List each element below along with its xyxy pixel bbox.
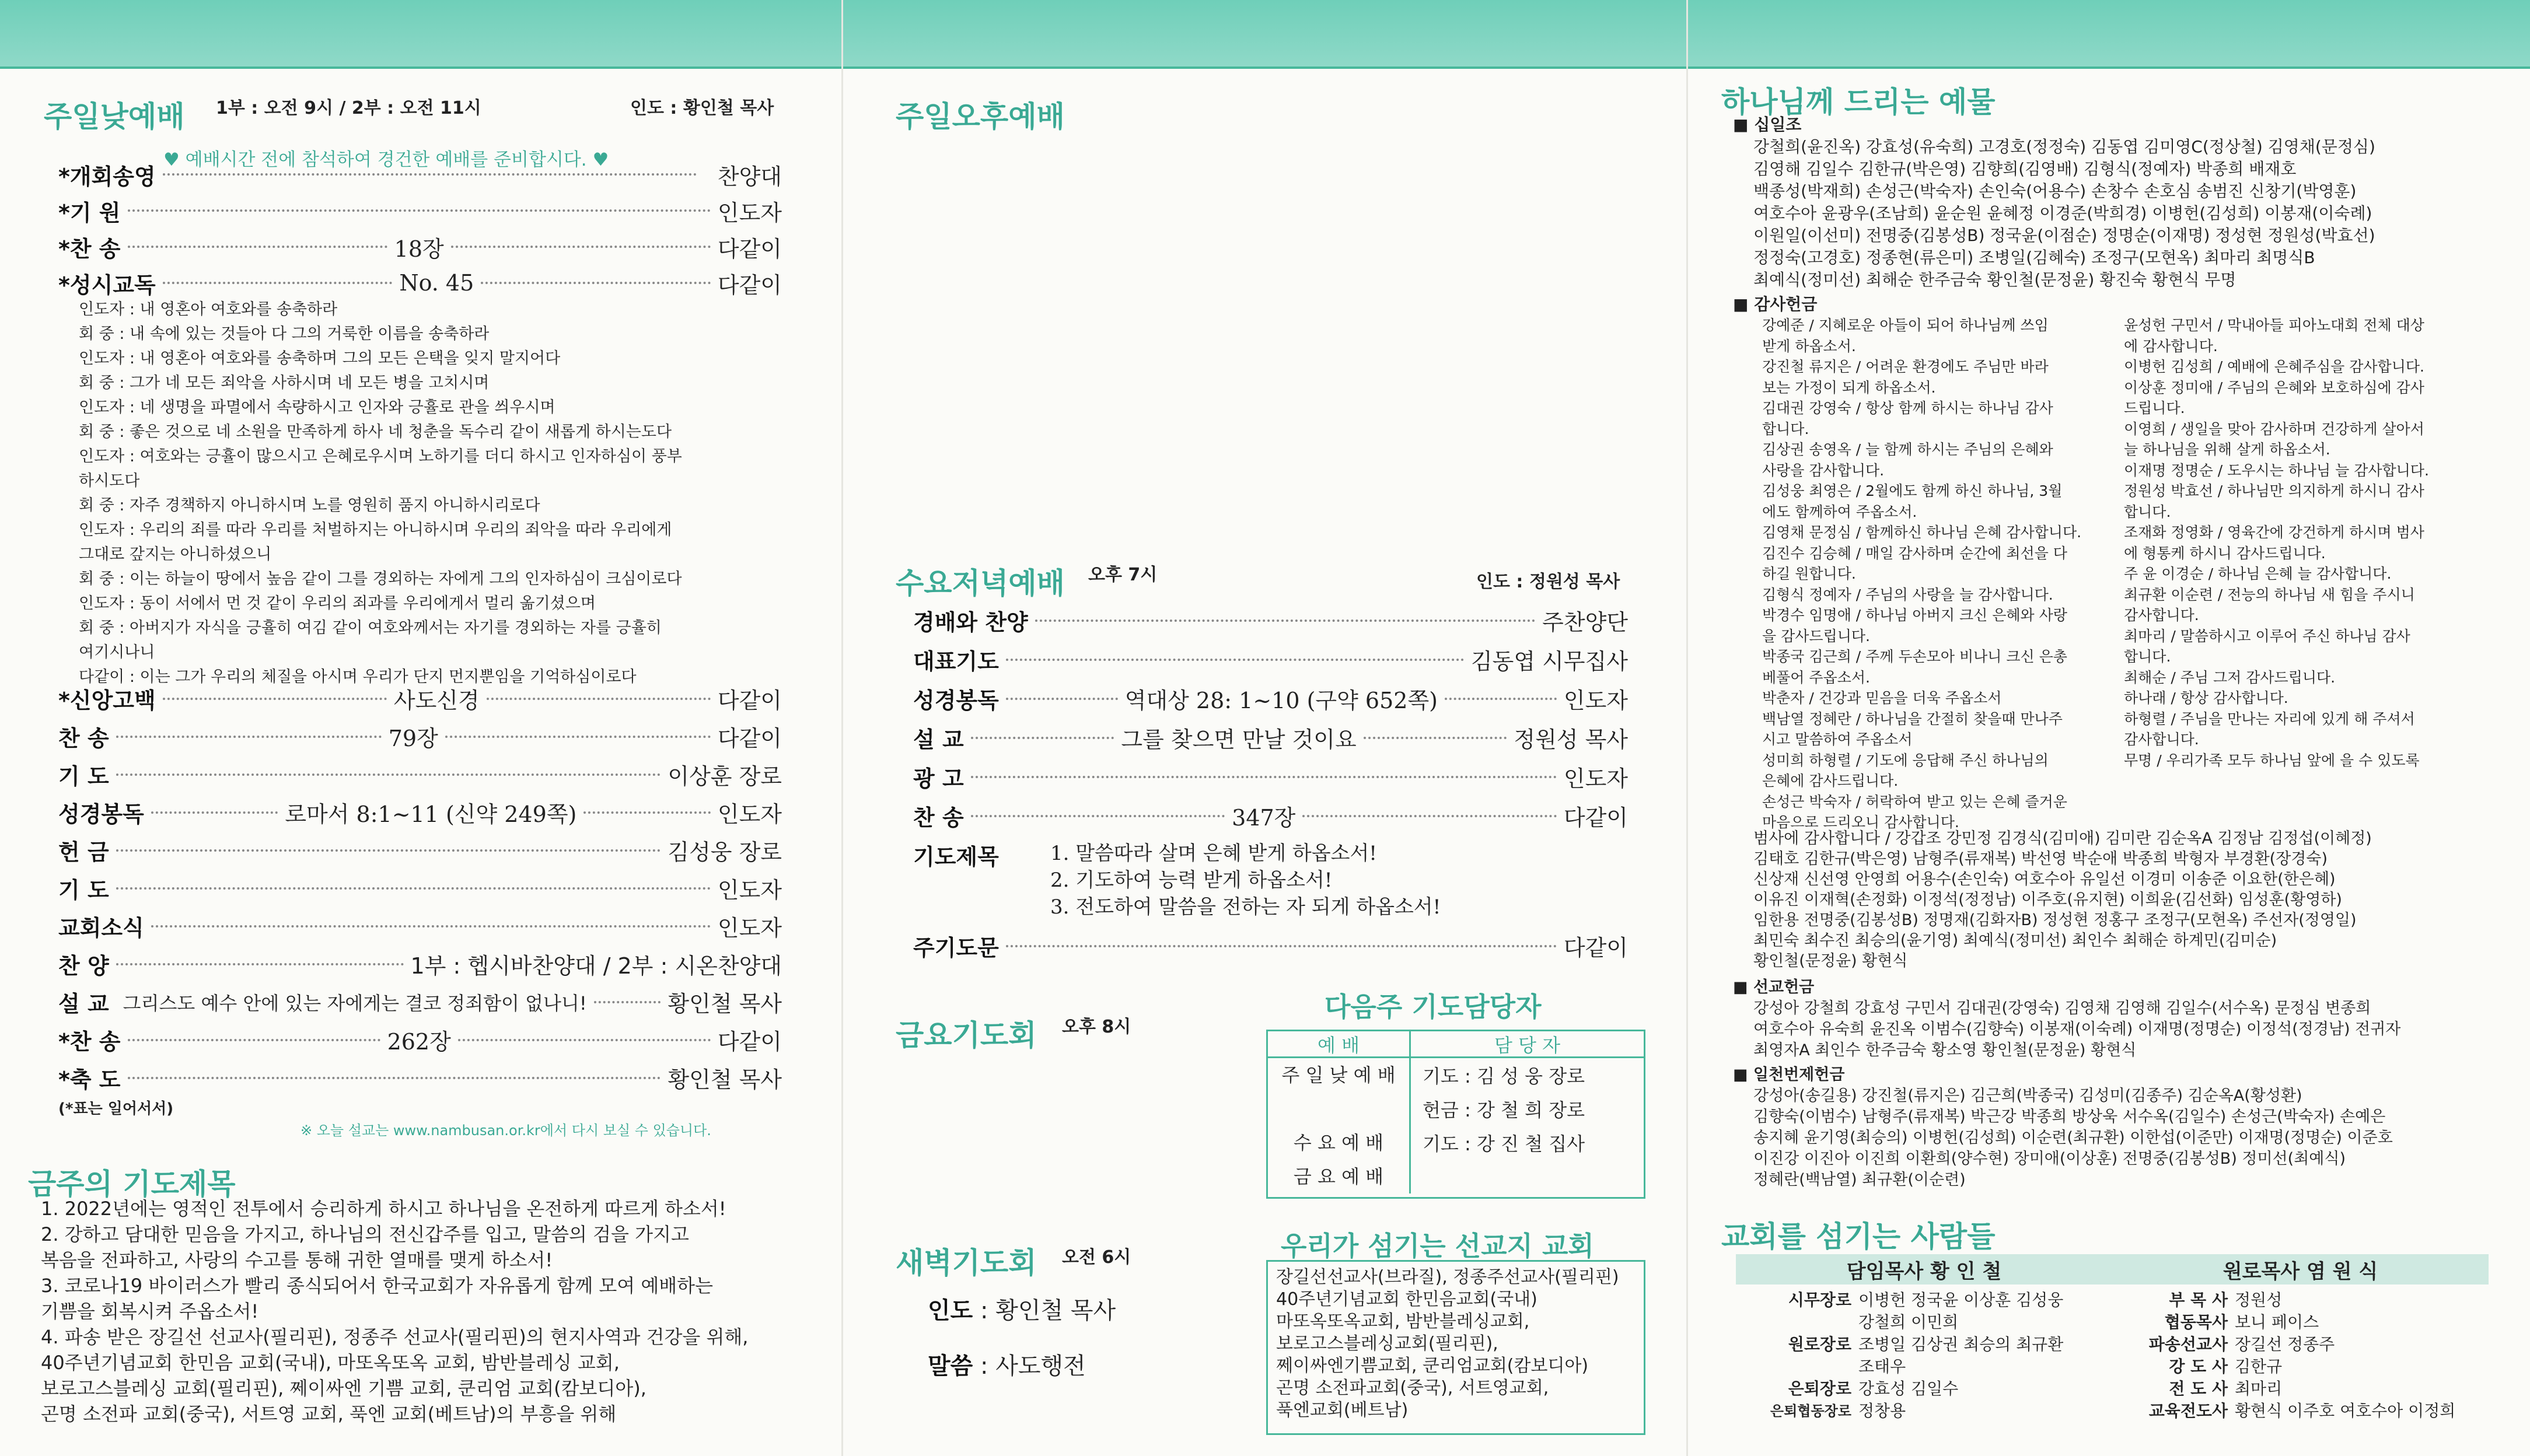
wednesday-prayers: 1. 말씀따라 살며 은혜 받게 하옵소서! 2. 기도하여 능력 받게 하옵소서! 3. 전도하여 말씀을 전하는 자 되게 하옵소서! xyxy=(1050,842,1441,919)
responsive-reading: 인도자 : 내 영혼아 여호와를 송축하라 회 중 : 내 속에 있는 것들아 다 그의 거룩한 이름을 송축하라 인도자 : 내 영혼아 여호와를 송축하며 그의 모든 은택을 잊지 말지어다 회 중 : 그가 네 모든 죄악을 사하시며 네 모든 병을 고치시며 인도자 : 네 생명을 파멸에서 속량하시고 인자와 긍휼로 관을 씌우시며 회 중 : 좋은 것으로 네 소원을 만족하게 하사 네 청춘을 독수리 같이 새롭게 하시는도다 인도자 : 여호와는 긍휼이 많으시고 은혜로우시며 노하기를 더디 하시고 인자하심이 풍부 하시도다 회 중 : 자주 경책하지 아니하시며 노를 영원히 품지 아니하시리로다 인도자 : 우리의 죄를 따라 우리를 처벌하지는 아니하시며 우리의 죄악을 따라 우리에게 그대로 갚지는 아니하셨으니 회 중 : 이는 하늘이 땅에서 높음 같이 그를 경외하는 자에게 그의 인자하심이 크심이로다 인도자 : 동이 서에서 먼 것 같이 우리의 죄과를 우리에게서 멀리 옮기셨으며 회 중 : 아버지가 자식을 긍휼히 여김 같이 여호와께서는 자기를 경외하는 자를 긍휼히 여기시나니 다같이 : 이는 그가 우리의 체질을 아시며 우리가 단지 먼지뿐임을 기억하심이로다 xyxy=(79,300,682,686)
order-row: 헌 금 김성웅 장로 xyxy=(58,839,782,865)
next-week-title: 다음주 기도담당자 xyxy=(1325,991,1542,1023)
friday-prayer-title: 금요기도회 xyxy=(896,1019,1037,1052)
service-notice: ♥ 예배시간 전에 참석하여 경건한 예배를 준비합시다. ♥ xyxy=(163,149,609,170)
wednesday-leader: 인도 : 정원성 목사 xyxy=(1476,572,1620,592)
order-row: *성시교독 No. 45 다같이 xyxy=(58,270,782,298)
church-people-title: 교회를 섬기는 사람들 xyxy=(1721,1220,1996,1254)
dawn-time: 오전 6시 xyxy=(1062,1247,1131,1268)
order-row: 성경봉독 로마서 8:1~11 (신약 249쪽) 인도자 xyxy=(58,802,782,827)
order-row: 기 도 인도자 xyxy=(58,877,782,903)
order-row: 찬 송 347장 다같이 xyxy=(913,805,1628,831)
service-leader: 인도 : 황인철 목사 xyxy=(630,98,774,118)
duty-row: 금 요 예 배 xyxy=(1268,1160,1644,1194)
order-row: 기 도 이상훈 장로 xyxy=(58,764,782,789)
order-row: *기 원 인도자 xyxy=(58,200,782,226)
staff-list: 부 목 사 정원성 협동목사 보니 페이스 파송선교사 장길선 정종주 강 도 사 김한규 전 도 사 최마리 교육전도사 황현식 이주호 여호수아 이정희 xyxy=(2148,1290,2456,1420)
prayer-topics-list: 1. 2022년에는 영적인 전투에서 승리하게 하시고 하나님을 온전하게 따르게 하소서! 2. 강하고 담대한 믿음을 가지고, 하나님의 전신갑주를 입고, 말씀의 검을 가지고 복음을 전파하고, 사랑의 수고를 통해 귀한 열매를 맺게 하소서! 3. 코로나19 바이러스가 빨리 종식되어서 한국교회가 자유롭게 함께 모여 예배하는 기쁨을 회복시켜 주옵소서! 4. 파송 받은 장길선 선교사(필리핀), 정종주 선교사(필리핀)의 현지사역과 건강을 위해, 40주년기념교회 한민음 교회(국내), 마또옥또옥 교회, 밤반블레싱 교회, 보로고스블레싱 교회(필리핀), 쩨이싸엔 기쁨 교회, 쿤리엄 교회(캄보디아), 곤명 소전파 교회(중국), 서트영 교회, 푹엔 교회(베트남)의 부흥을 위해 xyxy=(41,1198,749,1425)
fold-line xyxy=(1686,0,1688,1456)
offerings-title: 하나님께 드리는 예물 xyxy=(1721,85,1996,119)
mission-churches-title: 우리가 섬기는 선교지 교회 xyxy=(1281,1230,1594,1262)
dawn-word-row: 말씀 : 사도행전 xyxy=(928,1353,1086,1380)
order-row: 찬 송 79장 다같이 xyxy=(58,726,782,751)
order-row: *축 도 황인철 목사 xyxy=(58,1067,782,1093)
thanks-left-column: 강예준 / 지혜로운 아들이 되어 하나님께 쓰임 받게 하옵소서. 강진철 류지은 / 어려운 환경에도 주님만 바라 보는 가정이 되게 하옵소서. 김대권 강영숙 / 항상 함께 하시는 하나님 감사 합니다. 김상권 송영옥 / 늘 함께 하시는 주님의 은혜와 사랑을 감사합니다. 김성웅 최영은 / 2월에도 함께 하신 하나님, 3월 에도 함께하여 주옵소서. 김영채 문정심 / 함께하신 하나님 은혜 감사합니다. 김진수 김승혜 / 매일 감사하며 순간에 최선을 다 하길 원합니다. 김형식 정예자 / 주님의 사랑을 늘 감사합니다. 박경수 임명애 / 하나님 아버지 크신 은혜와 사랑 을 감사드립니다. 박종국 김근희 / 주께 두손모아 비나니 크신 은총 베풀어 주옵소서. 박춘자 / 건강과 믿음을 더욱 주옵소서 백남열 정혜란 / 하나님을 간절히 찾을때 만나주 시고 말씀하여 주옵소서 성미희 하형렬 / 기도에 응답해 주신 하나님의 은혜에 감사드립니다. 손성근 박숙자 / 허락하여 받고 있는 은혜 즐거운 마음으로 드리오니 감사합니다. xyxy=(1762,317,2082,831)
order-row: *찬 송 18장 다같이 xyxy=(58,236,782,262)
elders-list: 시무장로 이병헌 정국윤 이상훈 김성웅 강철희 이민희 원로장로 조병일 김상권 최승의 최규환 조태우 은퇴장로 강효성 김일수 은퇴협동장로 정창용 xyxy=(1770,1290,2064,1420)
tithe-section: ■ 십일조 강철희(윤진옥) 강효성(유숙희) 고경호(정정숙) 김동엽 김미영C(정상철) 김영채(문정심) 김영해 김일수 김한규(박은영) 김향희(김영배) 김형식(정예자) 박종희 배재호 백종성(박재희) 손성근(박숙자) 손인숙(어용수) 손창수 손호심 송범진 신창기(박영훈) 여호수아 윤광우(조남희) 윤순원 윤혜정 이경준(박희경) 이병헌(김성희) 이봉재(이숙례) 이원일(이선미) 전명중(김봉성B) 정국윤(이점순) 정명순(이재명) 정성현 정원성(박효선) 정정숙(고경호) 정종현(류은미) 조병일(김혜숙) 조정구(모현옥) 최마리 최명식B 최예식(정미선) 최해순 한주금숙 황인철(문정윤) 황진숙 황현식 무명 ■ 감사헌금 xyxy=(1733,115,2375,314)
prayer-topics-title: 금주의 기도제목 xyxy=(28,1167,236,1201)
website-note: ※ 오늘 설교는 www.nambusan.or.kr에서 다시 보실 수 있습니다. xyxy=(300,1122,711,1139)
wednesday-time: 오후 7시 xyxy=(1088,565,1158,585)
afternoon-service-title: 주일오후예배 xyxy=(896,100,1065,134)
mission-churches-list: 장길선선교사(브라질), 정종주선교사(필리핀) 40주년기념교회 한민음교회(국내) 마또옥또옥교회, 밤반블레싱교회, 보로고스블레싱교회(필리핀), 쩨이싸엔기쁨교회, 쿤리엄교회(캄보디아) 곤명 소전파교회(중국), 서트영교회, 푹엔교회(베트남) xyxy=(1266,1260,1645,1435)
dawn-prayer-title: 새벽기도회 xyxy=(896,1246,1037,1280)
order-row: 설 교 그리스도 예수 안에 있는 자에게는 결코 정죄함이 없나니! 황인철 목사 xyxy=(58,991,782,1017)
order-row: 성경봉독 역대상 28: 1~10 (구약 652쪽) 인도자 xyxy=(913,688,1628,713)
order-row: 대표기도 김동엽 시무집사 xyxy=(913,649,1628,674)
top-color-band xyxy=(0,0,2530,69)
standing-note: (*표는 일어서서) xyxy=(58,1100,174,1118)
sunday-service-title: 주일낮예배 xyxy=(44,100,185,134)
duty-row: 수 요 예 배 기도 : 강 진 철 집사 xyxy=(1268,1126,1644,1160)
order-row: 경배와 찬양 주찬양단 xyxy=(913,610,1628,635)
dawn-leader-row: 인도 : 황인철 목사 xyxy=(928,1297,1116,1324)
thanks-right-column: 윤성헌 구민서 / 막내아들 피아노대회 전체 대상 에 감사합니다. 이병헌 김성희 / 예배에 은혜주심을 감사합니다. 이상훈 정미애 / 주님의 은혜와 보호하심에 감사 드립니다. 이영희 / 생일을 맞아 감사하며 건강하게 살아서 늘 하나님을 위해 살게 하옵소서. 이재명 정명순 / 도우시는 하나님 늘 감사합니다. 정원성 박효선 / 하나님만 의지하게 하시니 감사 합니다. 조재화 정영화 / 영육간에 강건하게 하시며 범사 에 형통케 하시니 감사드립니다. 주 윤 이경순 / 하나님 은혜 늘 감사합니다. 최규환 이순련 / 전능의 하나님 새 힘을 주시니 감사합니다. 최마리 / 말씀하시고 이루어 주신 하나님 감사 합니다. 최해순 / 주님 그저 감사드립니다. 하나래 / 항상 감사합니다. 하형렬 / 주님을 만나는 자리에 있게 해 주셔서 감사합니다. 무명 / 우리가족 모두 하나님 앞에 을 수 있도록 xyxy=(2124,317,2429,769)
sunday-order-continued xyxy=(58,680,782,1097)
duty-row: 헌금 : 강 철 희 장로 xyxy=(1268,1092,1644,1126)
duty-row: 주 일 낮 예 배 기도 : 김 성 웅 장로 xyxy=(1268,1058,1644,1092)
order-row: 주기도문 다같이 xyxy=(913,935,1628,961)
order-row: *신앙고백 사도신경 다같이 xyxy=(58,688,782,713)
order-row: 설 교 그를 찾으면 만날 것이요 정원성 목사 xyxy=(913,727,1629,752)
order-row: 광 고 인도자 xyxy=(913,766,1628,792)
thanks-all-section: 범사에 감사합니다 / 강갑조 강민정 김경식(김미애) 김미란 김순옥A 김정남 김정섭(이혜정) 김태호 김한규(박은영) 남형주(류재복) 박선영 박순애 박종희 박형자 부경환(장경숙) 신상재 신선영 안영희 어용수(손인숙) 여호수아 유일선 이경미 이송준 이요한(한은혜) 이유진 이재혁(손정화) 이정석(정정남) 이주호(유지현) 이희윤(김선화) 임성훈(황영하) 임한용 전명중(김봉성B) 정명재(김화자B) 정성현 정홍구 조정구(모현옥) 주선자(정영일) 최민숙 최수진 최승의(윤기영) 최예식(정미선) 최인수 최해순 하계민(김미순) 황인철(문정윤) 황현식 xyxy=(1753,830,2372,970)
pastor-header: 담임목사 황 인 철 원로목사 염 원 식 xyxy=(1736,1254,2489,1284)
wednesday-service-title: 수요저녁예배 xyxy=(896,566,1065,600)
fold-line xyxy=(841,0,843,1456)
friday-time: 오후 8시 xyxy=(1062,1017,1131,1037)
wednesday-order xyxy=(913,601,1628,965)
order-row: 찬 양 1부 : 헵시바찬양대 / 2부 : 시온찬양대 xyxy=(58,953,782,979)
order-row: 교회소식 인도자 xyxy=(58,915,782,941)
sunday-order xyxy=(58,145,782,301)
mission-offering-section: ■ 선교헌금 강성아 강철희 강효성 구민서 김대권(강영숙) 김영채 김영해 김일수(서수옥) 문정심 변종희 여호수아 유숙희 윤진옥 이범수(김향숙) 이봉재(이숙례) 이재명(정명순) 이정석(정경남) 전귀자 최영자A 최인수 한주금숙 황소영 황인철(문정윤) 황현식 ■ 일천번제헌금 강성아(송길용) 강진철(류지은) 김근희(박종국) 김성미(김종주) 김순옥A(황성환) 김향숙(이범수) 남형주(류재복) 박근강 박종희 방상욱 서수옥(김일수) 손성근(박숙자) 손예은 송지혜 윤기영(최승의) 이병헌(김성희) 이순련(최규환) 이한섭(이준만) 이재명(정명순) 이준호 이진강 이진아 이진희 이환희(양수현) 장미애(이상훈) 전명중(김봉성B) 정미선(최예식) 정혜란(백남열) 최규환(이순련) xyxy=(1733,978,2401,1189)
prayer-label: 기도제목 xyxy=(913,844,999,870)
next-week-table: 예 배 담 당 자 주 일 낮 예 배 기도 : 김 성 웅 장로 헌금 : 강 철 희 장로 수 요 예 배 기도 : 강 진 철 집사 금 요 예 배 xyxy=(1266,1030,1645,1199)
service-times: 1부 : 오전 9시 / 2부 : 오전 11시 xyxy=(216,98,481,118)
order-row: *개회송영 찬양대 xyxy=(58,163,782,190)
order-row: *찬 송 262장 다같이 xyxy=(58,1029,782,1055)
